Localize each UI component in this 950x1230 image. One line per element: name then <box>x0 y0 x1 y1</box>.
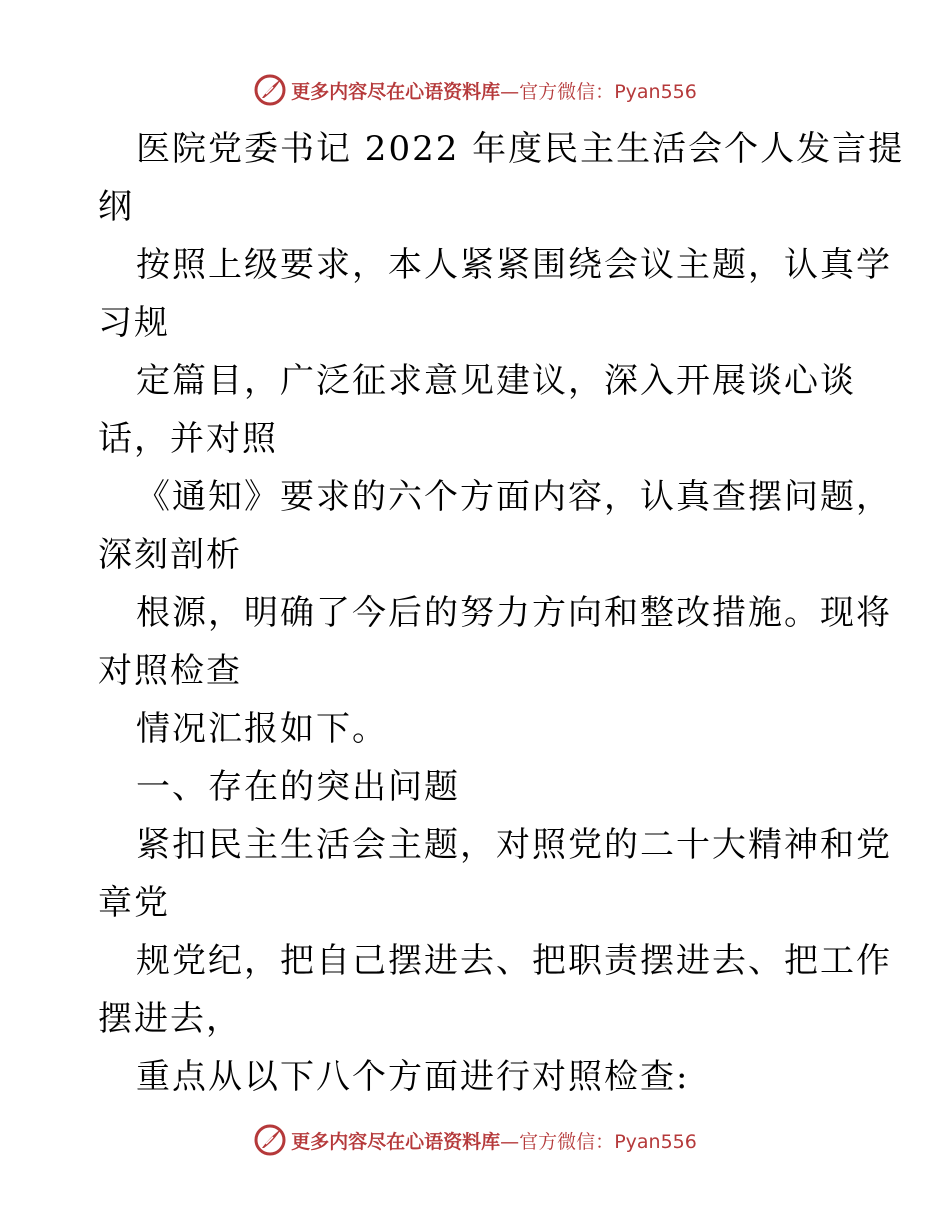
watermark-separator: — <box>500 80 520 103</box>
text-line: 对照检查 <box>98 651 242 691</box>
watermark-footer <box>0 1120 950 1160</box>
text-line: 紧扣民主生活会主题，对照党的二十大精神和党 <box>136 825 892 865</box>
watermark-main: 更多内容尽在心语资料库 <box>291 80 501 103</box>
text-line: 重点从以下八个方面进行对照检查: <box>136 1057 690 1097</box>
text-line: 一、存在的突出问题 <box>136 767 460 807</box>
text-line: 《通知》要求的六个方面内容，认真查摆问题， <box>136 477 892 517</box>
text-line: 按照上级要求，本人紧紧围绕会议主题，认真学 <box>136 245 892 285</box>
text-line: 章党 <box>98 883 170 923</box>
text-line: 深刻剖析 <box>98 535 242 575</box>
document-body <box>98 120 905 1106</box>
watermark-wechat-id: Pyan556 <box>614 80 697 103</box>
text-line: 规党纪，把自己摆进去、把职责摆进去、把工作 <box>136 941 892 981</box>
text-line: 根源，明确了今后的努力方向和整改措施。现将 <box>136 593 892 633</box>
watermark-header <box>0 70 950 110</box>
text-line: 习规 <box>98 303 170 343</box>
text-line: 纲 <box>98 187 134 227</box>
watermark-text <box>291 77 697 104</box>
watermark-text <box>291 1127 697 1154</box>
watermark-official: 官方微信： <box>519 80 615 103</box>
feather-pen-logo-icon <box>253 1123 287 1157</box>
watermark-official: 官方微信： <box>519 1130 615 1153</box>
text-line: 医院党委书记 2022 年度民主生活会个人发言提 <box>136 129 905 169</box>
text-line: 定篇目，广泛征求意见建议，深入开展谈心谈 <box>136 361 856 401</box>
text-line: 话，并对照 <box>98 419 278 459</box>
watermark-separator: — <box>500 1130 520 1153</box>
text-line: 摆进去， <box>98 999 242 1039</box>
feather-pen-logo-icon <box>253 73 287 107</box>
text-line: 情况汇报如下。 <box>136 709 388 749</box>
watermark-main: 更多内容尽在心语资料库 <box>291 1130 501 1153</box>
watermark-wechat-id: Pyan556 <box>614 1130 697 1153</box>
